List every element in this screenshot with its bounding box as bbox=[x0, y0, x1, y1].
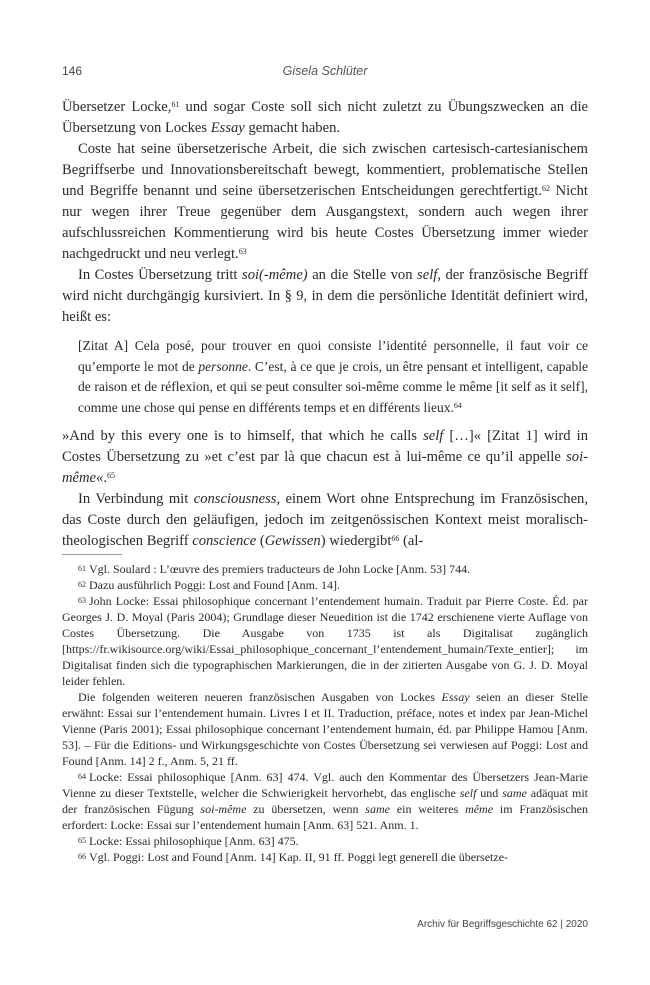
paragraph: »And by this every one is to himself, that which he calls self […]« [Zitat 1] wird in Costes Übersetzung zu »et c’est par là que chacun est à lui-même ce qu’il appelle soi-même«.$^{65}$ bbox=[62, 428, 588, 486]
footnote-ref[interactable]: 62 bbox=[542, 184, 550, 193]
footnote-63-continued: Die folgenden weiteren neueren französischen Ausgaben von Lockes Essay seien an dieser Stelle erwähnt: Essai sur l’entendement humain. Livres I et II. Traduction, préface, notes et index par Jean-Michel Vienne (Paris 2001); Essai philosophique concernant l’entendement humain, éd. par Philippe Hamou [Anm. 53]. – Für die Editions- und Wirkungsgeschichte von Costes Übersetzung sei verwiesen auf Poggi: Lost and Found [Anm. 14] 2 f., Anm. 5, 21 ff. bbox=[62, 690, 588, 768]
footnote-66: 66 Vgl. Poggi: Lost and Found [Anm. 14] Kap. II, 91 ff. Poggi legt generell die übersetze- bbox=[78, 850, 509, 864]
footnote-ref[interactable]: 61 bbox=[171, 100, 180, 109]
footnote-63: 63 John Locke: Essai philosophique concernant l’entendement humain. Traduit par Pierre Coste. Éd. par Georges J. D. Moyal (Paris 2004); Grundlage dieser Neuedition ist die 1742 erschienene vierte Auflage von Costes Übersetzung. Die Ausgabe von 1735 ist als Digitalisat zugänglich [https://fr.wikisource.org/wiki/Essai_philosophique_concernant_l’entendement_humain/Texte_entier]; im Digitalisat finden sich die typographischen Markierungen, die in der zitierten Ausgabe von G. J. D. Moyal leider fehlen. bbox=[62, 594, 588, 688]
footnote-64: 64 Locke: Essai philosophique [Anm. 63] 474. Vgl. auch den Kommentar des Übersetzers Jean-Marie Vienne zu dieser Textstelle, welcher die Schwierigkeit hervorhebt, das englische self und same adäquat mit der französischen Fügung soi-même zu übersetzen, wenn same ein weiteres même im Französischen erfordert: Locke: Essai sur l’entendement humain [Anm. 63] 521. Anm. 1. bbox=[62, 770, 588, 832]
page-number: 146 bbox=[62, 64, 83, 78]
footnote-divider bbox=[62, 554, 122, 555]
page-header bbox=[62, 64, 588, 84]
footnote-61: 61 Vgl. Soulard : L’œuvre des premiers traducteurs de John Locke [Anm. 53] 744. bbox=[78, 562, 471, 576]
running-head: Gisela Schlüter bbox=[282, 64, 368, 78]
paragraph: In Costes Übersetzung tritt soi(-même) an die Stelle von self, der französische Begriff wird nicht durchgängig kursiviert. In § 9, in dem die persönliche Identität definiert wird, heißt es: bbox=[62, 267, 588, 325]
paragraph: In Verbindung mit consciousness, einem Wort ohne Entsprechung im Französischen, das Coste durch den geläufigen, jedoch im zeitgenössischen Kontext meist moralisch-theologischen Begriff conscience (Gewissen) wiedergibt$^{66}$ (al- bbox=[62, 491, 588, 549]
paragraph: Coste hat seine übersetzerische Arbeit, die sich zwischen cartesisch-cartesianischem Begriffserbe und Innovationsbereitschaft bewegt, kommentiert, problematische Stellen und Begriffe benannt und seine übersetzerischen Entscheidungen gerechtfertigt.$^{62}$ Nicht nur wegen ihrer Treue gegenüber dem Ausgangstext, sondern auch wegen ihrer aufschlussreichen Kommentierung wird bis heute Costes Übersetzung immer wieder nachgedruckt und neu verlegt.$^{63}$ bbox=[62, 141, 588, 262]
footnote-ref[interactable]: 64 bbox=[453, 400, 462, 410]
footnote-ref[interactable]: 65 bbox=[107, 471, 115, 480]
paragraph: Übersetzer Locke,$^{61}$ und sogar Coste soll sich nicht zuletzt zu Übungszwecken an die Übersetzung von Lockes Essay gemacht haben. bbox=[62, 99, 588, 136]
block-quote: [Zitat A] Cela posé, pour trouver en quoi consiste l’identité personnelle, il faut voir ce qu’emporte le mot de personne. C’est, à ce que je crois, un être pensant et intelligent, capable de raison et de réflexion, et qui se peut consulter soi-même comme le même [it self as it self], comme une chose qui pense en différents temps et en différents lieux.$^{64}$ bbox=[78, 338, 588, 415]
footnote-62: 62 Dazu ausführlich Poggi: Lost and Found [Anm. 14]. bbox=[78, 578, 340, 592]
main-text bbox=[62, 97, 588, 552]
footnote-ref[interactable]: 66 bbox=[391, 534, 400, 543]
footnote-65: 65 Locke: Essai philosophique [Anm. 63] 475. bbox=[78, 834, 299, 848]
footnote-ref[interactable]: 63 bbox=[238, 247, 247, 256]
footnotes bbox=[62, 561, 588, 865]
journal-footer: Archiv für Begriffsgeschichte 62 | 2020 bbox=[417, 919, 588, 930]
